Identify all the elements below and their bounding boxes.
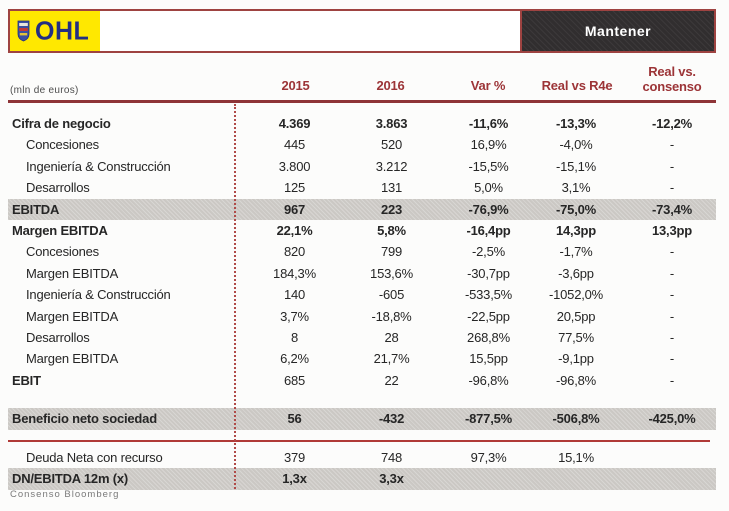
table-cell: -73,4% — [652, 201, 692, 217]
table-row — [8, 327, 716, 348]
table-cell: -11,6% — [468, 116, 509, 131]
table-cell: -13,3% — [556, 116, 596, 131]
table-cell: 748 — [380, 450, 403, 465]
table-cell: 967 — [283, 201, 306, 217]
table-cell: - — [669, 137, 675, 153]
table-cell: -605 — [378, 287, 405, 303]
table-cell: -22,5pp — [467, 308, 510, 324]
table-row — [8, 370, 716, 391]
table-cell: -76,9% — [468, 201, 509, 217]
table-cell: 5,8% — [377, 223, 406, 238]
table-cell: 4.369 — [278, 116, 311, 131]
table-cell: -3,6pp — [558, 265, 594, 281]
row-label: EBITDA — [12, 201, 60, 217]
table-cell: -877,5% — [464, 411, 513, 427]
row-label: Margen EBITDA — [12, 223, 108, 238]
table-row — [8, 199, 716, 220]
table-cell: 3.863 — [375, 116, 408, 131]
column-header-2015: 2015 — [281, 78, 310, 93]
table-cell: - — [669, 287, 675, 303]
table-cell: 3,1% — [561, 180, 591, 196]
row-label: Margen EBITDA — [26, 308, 119, 324]
ohl-crest-icon — [17, 20, 30, 42]
table-cell: 8 — [290, 330, 299, 345]
row-label: Deuda Neta con recurso — [26, 450, 163, 465]
table-cell: 3.212 — [375, 158, 408, 174]
table-cell: 77,5% — [558, 330, 594, 345]
row-label: Concesiones — [26, 137, 99, 153]
table-cell: 6,2% — [280, 351, 309, 367]
table-row — [8, 306, 716, 327]
row-label: Desarrollos — [26, 180, 90, 196]
table-cell: -1,7% — [559, 244, 593, 260]
table-cell: -533,5% — [464, 287, 513, 303]
table-row — [8, 156, 716, 177]
table-cell: -75,0% — [556, 201, 596, 217]
table-cell: -96,8% — [468, 372, 509, 388]
table-cell: - — [669, 372, 675, 388]
ohl-logo — [10, 11, 100, 51]
table-row — [8, 408, 716, 429]
table-cell: -506,8% — [552, 411, 600, 427]
table-cell: -2,5% — [472, 244, 505, 260]
table-row — [8, 241, 716, 262]
table-cell: 3.800 — [278, 158, 311, 174]
table-cell: 14,3pp — [556, 223, 596, 238]
column-header-line1: Real vs. — [648, 64, 696, 79]
table-cell: 3,3x — [379, 471, 404, 487]
table-cell: - — [669, 265, 675, 281]
unit-label: (mln de euros) — [10, 85, 79, 96]
table-cell: 184,3% — [273, 265, 316, 281]
table-cell: 1,3x — [282, 471, 307, 487]
row-label: Concesiones — [26, 244, 99, 260]
table-cell: 97,3% — [470, 450, 507, 465]
table-cell: -12,2% — [652, 116, 692, 131]
table-row — [8, 134, 716, 155]
table-cell: 379 — [283, 450, 306, 465]
table-cell: 22,1% — [276, 223, 313, 238]
row-label: Margen EBITDA — [26, 351, 119, 367]
table-row — [8, 113, 716, 134]
table-cell: -425,0% — [648, 411, 696, 427]
table-cell: -15,5% — [468, 158, 509, 174]
table-cell: 820 — [283, 244, 306, 260]
table-cell: 153,6% — [370, 265, 413, 281]
table-cell: - — [669, 351, 675, 367]
table-cell: 131 — [380, 180, 403, 196]
row-label: DN/EBITDA 12m (x) — [12, 471, 129, 487]
column-header-line2: consenso — [642, 79, 702, 94]
header-banner — [8, 9, 716, 53]
table-row — [8, 348, 716, 369]
table-row — [8, 447, 716, 468]
table-cell: - — [669, 330, 675, 345]
table-cell: -432 — [378, 411, 405, 427]
table-row — [8, 468, 716, 489]
table-cell: 223 — [380, 201, 403, 217]
header-divider — [8, 100, 716, 103]
table-cell: -9,1pp — [558, 351, 594, 367]
table-cell: -96,8% — [556, 372, 596, 388]
column-header-2016: 2016 — [376, 78, 405, 93]
table-row — [8, 263, 716, 284]
table-cell: 15,5pp — [469, 351, 508, 367]
table-row — [8, 284, 716, 305]
table-cell: -18,8% — [371, 308, 412, 324]
row-label: Cifra de negocio — [12, 116, 111, 131]
table-cell: -1052,0% — [548, 287, 604, 303]
table-cell: 520 — [380, 137, 403, 153]
table-cell: 445 — [283, 137, 306, 153]
table-cell: 15,1% — [558, 450, 594, 465]
table-cell: 13,3pp — [652, 223, 692, 238]
table-cell: 799 — [380, 244, 403, 260]
table-cell: 22 — [384, 372, 399, 388]
dotted-column-separator — [234, 104, 236, 489]
table-cell: -16,4pp — [466, 223, 511, 238]
table-cell: - — [669, 180, 675, 196]
table-cell: 140 — [283, 287, 306, 303]
table-cell: 685 — [283, 372, 306, 388]
table-row — [8, 177, 716, 198]
row-label: Ingeniería & Construcción — [26, 287, 171, 303]
row-label: Ingeniería & Construcción — [26, 158, 171, 174]
table-cell: -15,1% — [556, 158, 596, 174]
column-header-var: Var % — [470, 78, 506, 93]
table-cell: - — [669, 308, 675, 324]
table-row — [8, 220, 716, 241]
row-label: Desarrollos — [26, 330, 90, 345]
table-cell: 268,8% — [467, 330, 510, 345]
column-header-real-vs-r4e: Real vs R4e — [541, 78, 613, 93]
table-cell: 56 — [287, 411, 302, 427]
recommendation-badge: Mantener — [520, 11, 714, 51]
row-label: Margen EBITDA — [26, 265, 119, 281]
table-rows — [8, 113, 716, 498]
table-cell: -4,0% — [559, 137, 593, 153]
row-label: Beneficio neto sociedad — [12, 411, 157, 427]
row-label: EBIT — [12, 372, 41, 388]
source-footnote: Consenso Bloomberg — [10, 489, 120, 500]
table-cell: -30,7pp — [467, 265, 510, 281]
table-cell: 21,7% — [373, 351, 410, 367]
table-cell: 20,5pp — [556, 308, 596, 324]
table-cell: - — [669, 244, 675, 260]
table-cell: 3,7% — [280, 308, 309, 324]
table-cell: - — [669, 158, 675, 174]
column-header-real-vs-consenso — [625, 64, 719, 94]
table-cell: 5,0% — [474, 180, 503, 196]
table-cell: 16,9% — [470, 137, 507, 153]
ohl-logo-text: OHL — [35, 15, 90, 46]
table-cell: 28 — [384, 330, 399, 345]
section-divider — [8, 440, 710, 442]
table-cell: 125 — [283, 180, 306, 196]
